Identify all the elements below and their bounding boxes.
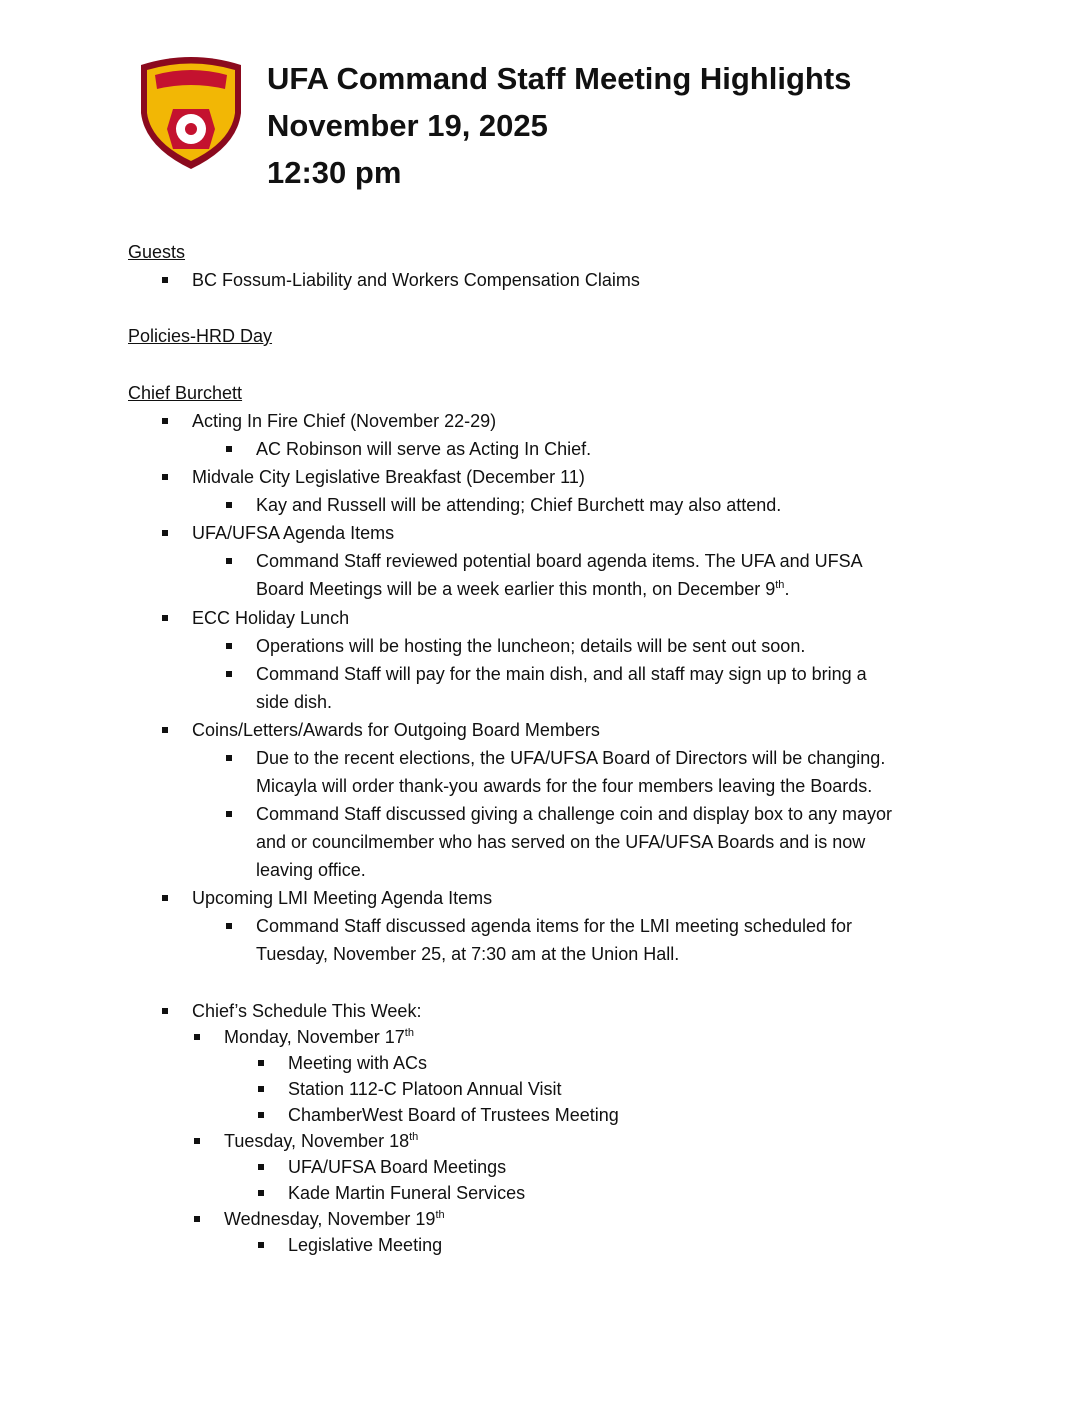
list-item: AC Robinson will serve as Acting In Chief. [256,439,592,459]
title-line-1: UFA Command Staff Meeting Highlights [267,61,852,96]
list-item: UFA/UFSA Agenda Items [192,523,395,543]
bullet [226,755,232,761]
list-item: Acting In Fire Chief (November 22-29) [192,411,497,431]
superscript: th [775,579,785,591]
list-item: Command Staff will pay for the main dish, and all staff may sign up to bring a [256,664,867,684]
list-item: Kay and Russell will be attending; Chief Burchett may also attend. [256,495,782,515]
list-item: Command Staff reviewed potential board agenda items. The UFA and UFSA [256,551,863,571]
bullet [226,558,232,564]
bullet [162,418,168,424]
list-item: ECC Holiday Lunch [192,608,350,628]
list-item-cont: leaving office. [256,860,366,880]
schedule-item: ChamberWest Board of Trustees Meeting [288,1105,619,1125]
ufa-logo [137,55,245,171]
list-item: Chief’s Schedule This Week: [192,1001,422,1021]
schedule-day [224,1129,418,1153]
list-item-cont [256,577,789,601]
bullet [226,923,232,929]
bullet [226,643,232,649]
text: Board Meetings will be a week earlier this month, on December 9 [256,579,776,599]
text: Monday, November 17 [224,1027,405,1047]
bullet [258,1164,264,1170]
schedule-day [224,1207,445,1231]
list-item: Operations will be hosting the luncheon; details will be sent out soon. [256,636,806,656]
bullet [162,615,168,621]
bullet [162,474,168,480]
bullet [258,1060,264,1066]
list-item: Upcoming LMI Meeting Agenda Items [192,888,493,908]
list-item-cont: and or councilmember who has served on the UFA/UFSA Boards and is now [256,832,866,852]
schedule-item: Station 112-C Platoon Annual Visit [288,1079,562,1099]
bullet [226,446,232,452]
bullet [162,1008,168,1014]
text: . [784,579,790,599]
list-item: Command Staff discussed agenda items for the LMI meeting scheduled for [256,916,852,936]
text: Tuesday, November 18 [224,1131,410,1151]
list-item-cont: side dish. [256,692,333,712]
bullet [226,811,232,817]
chief-burchett-heading: Chief Burchett [128,383,243,403]
schedule-item: Meeting with ACs [288,1053,428,1073]
bullet [194,1216,200,1222]
bullet [258,1112,264,1118]
list-item-cont: Micayla will order thank-you awards for the four members leaving the Boards. [256,776,873,796]
list-item: Coins/Letters/Awards for Outgoing Board Members [192,720,600,740]
bullet [258,1086,264,1092]
bullet [258,1190,264,1196]
bullet [226,502,232,508]
title-date: November 19, 2025 [267,108,548,143]
guests-heading: Guests [128,242,186,262]
title-time: 12:30 pm [267,155,402,190]
schedule-item: UFA/UFSA Board Meetings [288,1157,507,1177]
superscript: th [404,1027,414,1039]
guest-item: BC Fossum-Liability and Workers Compensation Claims [192,270,640,290]
text: Wednesday, November 19 [224,1209,436,1229]
bullet [226,671,232,677]
bullet [194,1034,200,1040]
bullet [162,895,168,901]
list-item: Command Staff discussed giving a challenge coin and display box to any mayor [256,804,893,824]
policies-heading: Policies-HRD Day [128,326,273,346]
schedule-item: Legislative Meeting [288,1235,443,1255]
list-item: Midvale City Legislative Breakfast (December 11) [192,467,585,487]
bullet [162,277,168,283]
schedule-item: Kade Martin Funeral Services [288,1183,526,1203]
list-item: Due to the recent elections, the UFA/UFSA Board of Directors will be changing. [256,748,886,768]
superscript: th [409,1131,419,1143]
bullet [194,1138,200,1144]
bullet [162,727,168,733]
list-item-cont: Tuesday, November 25, at 7:30 am at the Union Hall. [256,944,680,964]
schedule-day [224,1025,414,1049]
bullet [258,1242,264,1248]
superscript: th [435,1209,445,1221]
bullet [162,530,168,536]
